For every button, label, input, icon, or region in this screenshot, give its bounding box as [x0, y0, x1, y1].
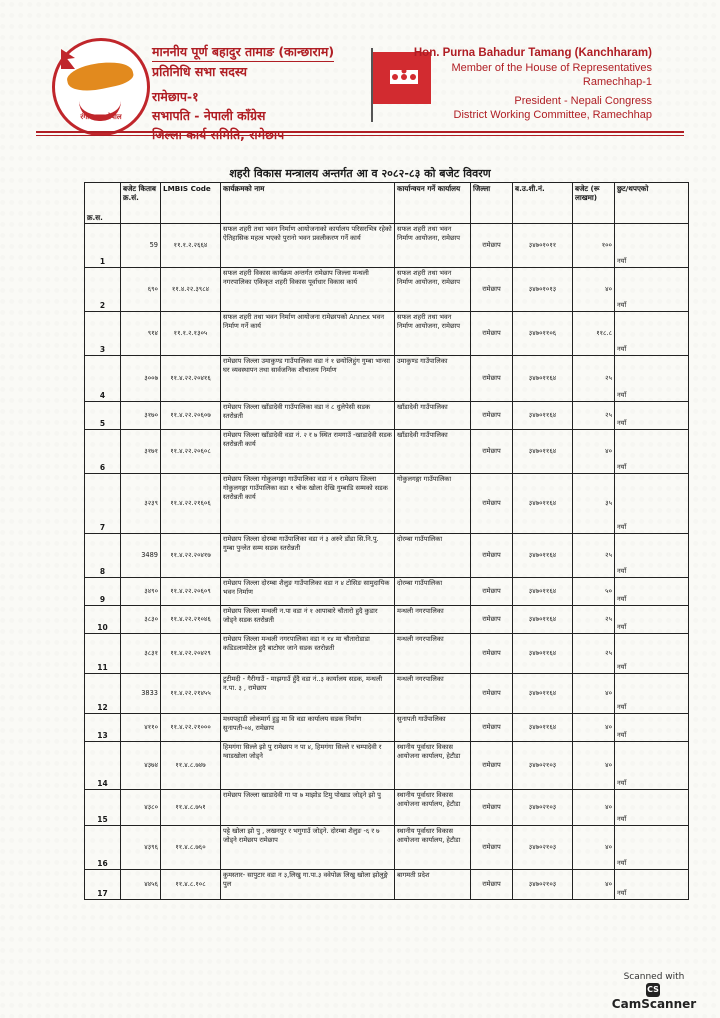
cell-district: रामेछाप	[471, 474, 513, 534]
cell-book: ९१४	[121, 312, 161, 356]
cell-name: रामेछाप जिल्ला मन्थली नगरपालिका वडा न १४ मा चौतारोडाडा कडिडलामोटेल हुदै बाटोघर जाने सडक स्तरोन्नती	[221, 634, 395, 674]
flag-icon	[61, 49, 75, 69]
letterhead-name-en: Hon. Purna Bahadur Tamang (Kanchharam)	[413, 47, 652, 59]
cell-amount: ११८.८	[573, 312, 615, 356]
table-row	[85, 430, 689, 474]
table-row	[85, 742, 689, 790]
table-row	[85, 790, 689, 826]
cell-budget-head: ३४७०२१०३	[513, 826, 573, 870]
cell-name: रामेछाप जिल्ला खाँडादेवी गाउँपालिका वडा नं ८ धुलेपेसी सडक स्तरोन्नती	[221, 402, 395, 430]
cell-code: ११.४.२२.२०४१७	[161, 534, 221, 578]
camscanner-icon: CS	[646, 983, 660, 997]
cell-amount: २५	[573, 356, 615, 402]
cell-remark: नयाँ	[615, 402, 689, 430]
scanner-brand: CamScanner	[611, 996, 697, 1011]
cell-district: रामेछाप	[471, 402, 513, 430]
table-header-row	[85, 183, 689, 224]
letterhead-name: माननीय पूर्ण बहादुर तामाङ (कान्छाराम)	[152, 42, 334, 62]
header-cell: छुट/थपएको	[615, 183, 689, 224]
cell-code: ११.४.२२.२०६०७	[161, 402, 221, 430]
cell-sn: 12	[85, 674, 121, 714]
cell-remark: नयाँ	[615, 224, 689, 268]
cell-code: ११.४.२२.२०४२९	[161, 634, 221, 674]
cell-district: रामेछाप	[471, 870, 513, 900]
cell-amount: ४०	[573, 674, 615, 714]
cell-budget-head: ३४७०१०११	[513, 224, 573, 268]
cell-name: रामेछाप जिल्ला खाँडादेवी वडा नं. २ र ७ स्थित रामगाउँ -खाडादेवी सडक स्तरोन्नती कार्य	[221, 430, 395, 474]
cell-code: ११.४.२२.२०६०८	[161, 430, 221, 474]
cell-office: सफल शहरी तथा भवन निर्माण आयोजना, रामेछाप	[395, 312, 471, 356]
cell-book: 59	[121, 224, 161, 268]
table-row	[85, 268, 689, 312]
cell-amount: ४०	[573, 742, 615, 790]
cell-sn: 7	[85, 474, 121, 534]
cell-remark: नयाँ	[615, 578, 689, 606]
table-row	[85, 578, 689, 606]
cell-district: रामेछाप	[471, 578, 513, 606]
cell-code: ११.४.२२.२१६०६	[161, 474, 221, 534]
cell-code: ११.४.२२.२१४५५	[161, 674, 221, 714]
cell-book: 3833	[121, 674, 161, 714]
letterhead-divider	[36, 131, 684, 133]
cell-sn: 16	[85, 826, 121, 870]
letterhead-constituency: रामेछाप-१	[152, 89, 199, 104]
cell-code: ११.४.८.१०८	[161, 870, 221, 900]
cell-book: ३००७	[121, 356, 161, 402]
cell-sn: 4	[85, 356, 121, 402]
cell-sn: 17	[85, 870, 121, 900]
cell-budget-head: ३४७०११६४	[513, 606, 573, 634]
cell-book: 3489	[121, 534, 161, 578]
table-body	[85, 224, 689, 900]
cell-amount: ५०	[573, 578, 615, 606]
cell-sn: 1	[85, 224, 121, 268]
cell-remark: नयाँ	[615, 714, 689, 742]
cell-name: मध्यपहाडी लोकमार्ग हुडु मा वि वडा कार्यालय सडक निर्माण सुनापती-०४, रामेछाप	[221, 714, 395, 742]
cell-remark: नयाँ	[615, 790, 689, 826]
cell-budget-head: ३४७०११६४	[513, 474, 573, 534]
cell-book: ३१७१	[121, 430, 161, 474]
cell-name: टुटीमदी - गैरीगाउँ - माझगाउँ हुँदै वडा नं..३ कार्यालय सडक, मन्थली न.पा. ३ , रामेछाप	[221, 674, 395, 714]
cell-book: ३८३१	[121, 634, 161, 674]
cell-book: ६९०	[121, 268, 161, 312]
cell-code: ११.४.८.७४७	[161, 742, 221, 790]
cell-office: सफल शहरी तथा भवन निर्माण आयोजना, रामेछाप	[395, 268, 471, 312]
letterhead-divider-thin	[36, 135, 684, 136]
cell-budget-head: ३४७०२१०३	[513, 790, 573, 826]
header-cell: जिल्ला	[471, 183, 513, 224]
cell-district: रामेछाप	[471, 826, 513, 870]
header-cell: कार्यक्रमको नाम	[221, 183, 395, 224]
cell-book: ३८३०	[121, 606, 161, 634]
cell-book: ३१७०	[121, 402, 161, 430]
cell-name: सफल शहरी तथा भवन निर्माण आयोजना रामेछापको Annex भवन निर्माण गर्ने कार्य	[221, 312, 395, 356]
cell-name: रामेछाप जिल्ला खाडादेवी गा पा ७ माझोड टिमु पोखाड जोड्ने झो पु	[221, 790, 395, 826]
cell-remark: नयाँ	[615, 430, 689, 474]
cell-amount: ४०	[573, 714, 615, 742]
cell-budget-head: ३४७०१०१३	[513, 268, 573, 312]
cell-book: ४३७४	[121, 742, 161, 790]
table-row	[85, 312, 689, 356]
cell-district: रामेछाप	[471, 534, 513, 578]
cell-amount: ४०	[573, 790, 615, 826]
cell-office: बागमती प्रदेश	[395, 870, 471, 900]
cell-office: स्थानीय पूर्वाधार विकास आयोजना कार्यालय, हेटौडा	[395, 742, 471, 790]
cell-name: कुमस्तार- सापुटार वडा न ३,लिखु गा.पा.३ ववेपोक्र लिखु खोला झोलुङ्गे पुल	[221, 870, 395, 900]
cell-amount: ४०	[573, 826, 615, 870]
cell-budget-head: ३४७०२१०३	[513, 742, 573, 790]
cell-office: स्थानीय पूर्वाधार विकास आयोजना कार्यालय, हेटौडा	[395, 826, 471, 870]
cell-district: रामेछाप	[471, 634, 513, 674]
cell-office: खाँडादेवी गाउँपालिका	[395, 402, 471, 430]
letterhead-nepali	[152, 42, 362, 144]
cell-amount: २५	[573, 402, 615, 430]
cell-budget-head: ३४७०११६४	[513, 674, 573, 714]
letterhead-party-role-en: President - Nepali Congress	[514, 94, 652, 107]
document-title: शहरी विकास मन्त्रालय अन्तर्गत आ व २०८२-८३ को बजेट विवरण	[229, 167, 491, 180]
cell-remark: नयाँ	[615, 356, 689, 402]
header-cell: बजेट किताब क्र.सं.	[121, 183, 161, 224]
cell-name: रामेछाप जिल्ला दोरम्बा शैलुङ गाउँपालिका वडा न ४ टोसिङ सामुदायिक भवन निर्माण	[221, 578, 395, 606]
letterhead-role: प्रतिनिधि सभा सदस्य	[152, 64, 247, 79]
cell-name: सफल शहरी तथा भवन निर्माण आयोजनाको कार्यालय परिसरभित्र रहेको ऐतिहासिक महत्व भएको पुरानो भवन प्रवलीकरण गर्ने कार्य	[221, 224, 395, 268]
table-row	[85, 534, 689, 578]
cell-amount: २५	[573, 606, 615, 634]
cell-sn: 3	[85, 312, 121, 356]
cell-name: रामेछाप जिल्ला गोकुलगङ्गा गाउँपालिका वडा नं १ रामेछाप जिल्ला गोकुलगङ्गा गाउँपालिका वडा १ चोक खोला देखि गुम्बाडि सम्मको सडक स्तरोन्नती कार्य	[221, 474, 395, 534]
cell-district: रामेछाप	[471, 224, 513, 268]
cell-office: मन्थली नगरपालिका	[395, 634, 471, 674]
table-row	[85, 356, 689, 402]
table-row	[85, 674, 689, 714]
cell-remark: नयाँ	[615, 606, 689, 634]
cell-name: रामेछाप जिल्ला उमाकुण्ड गाउँपालिका वडा नं १ छयोलिहुंग गुम्बा भान्सा घर व्यवस्थापन तथा सार्वजनिक शौचालय निर्माण	[221, 356, 395, 402]
header-cell: LMBIS Code	[161, 183, 221, 224]
cell-code: ११.१.२.१३०५	[161, 312, 221, 356]
header-cell: कार्यान्वयन गर्ने कार्यालय	[395, 183, 471, 224]
cell-book: ३४९०	[121, 578, 161, 606]
scanner-caption: Scanned with	[623, 972, 685, 982]
cell-district: रामेछाप	[471, 742, 513, 790]
cell-code: ११.४.२२.२०४१६	[161, 356, 221, 402]
cell-district: रामेछाप	[471, 356, 513, 402]
cell-book: ४११०	[121, 714, 161, 742]
party-logo	[52, 38, 150, 136]
letterhead-role-en: Member of the House of Representatives	[451, 61, 652, 74]
letterhead-constituency-en: Ramechhap-1	[582, 76, 652, 88]
cell-code: ११.४.२२.३९८४	[161, 268, 221, 312]
cell-office: दोरम्बा गाउँपालिका	[395, 578, 471, 606]
cell-budget-head: ३४७०११०६	[513, 312, 573, 356]
cell-name: पट्टे खोला झो पु , लखनपुर र भगुगाउँ जोड्ने. दोरम्बा शैलुङ -६ र ७ जोड्ने रामेछाप रामेछाप	[221, 826, 395, 870]
cell-remark: नयाँ	[615, 826, 689, 870]
cell-code: ११.१.२.२६६४	[161, 224, 221, 268]
table-row	[85, 634, 689, 674]
table-row	[85, 402, 689, 430]
table-row	[85, 870, 689, 900]
cell-amount: ३५	[573, 474, 615, 534]
cell-remark: नयाँ	[615, 870, 689, 900]
cell-sn: 8	[85, 534, 121, 578]
cell-office: उमाकुण्ड गाउँपालिका	[395, 356, 471, 402]
cell-code: ११.४.८.७६०	[161, 826, 221, 870]
nepal-map-icon	[65, 56, 135, 95]
table-row	[85, 224, 689, 268]
cell-sn: 11	[85, 634, 121, 674]
cell-remark: नयाँ	[615, 674, 689, 714]
cell-amount: २५	[573, 634, 615, 674]
cell-budget-head: ३४७०११६४	[513, 634, 573, 674]
cell-sn: 14	[85, 742, 121, 790]
cell-book: ४३९६	[121, 826, 161, 870]
cell-sn: 5	[85, 402, 121, 430]
cell-budget-head: ३४७०११६४	[513, 578, 573, 606]
cell-code: ११.४.२२.२०६०९	[161, 578, 221, 606]
cell-office: सफल शहरी तथा भवन निर्माण आयोजना, रामेछाप	[395, 224, 471, 268]
cell-remark: नयाँ	[615, 534, 689, 578]
table-row	[85, 826, 689, 870]
scanner-watermark	[606, 972, 702, 1011]
cell-amount: २५	[573, 534, 615, 578]
cell-name: हिमगंगा सिल्ले झो पु रामेछाप न पा ४, हिमगंगा सिल्ले र चम्पादेवी र ग्वाडखोला जोड्ने	[221, 742, 395, 790]
cell-budget-head: ३४७०११६४	[513, 430, 573, 474]
cell-office: मन्थली नगरपालिका	[395, 606, 471, 634]
cell-sn: 6	[85, 430, 121, 474]
table-row	[85, 606, 689, 634]
cell-name: रामेछाप जिल्ला दोरम्बा गाउँपालिका वडा नं ३ अरुरे डाँडा सि.नि.पु. गुम्बा पुन्लेत सम्म सडक स्तरोन्नती	[221, 534, 395, 578]
cell-budget-head: ३४७०११६४	[513, 534, 573, 578]
cell-budget-head: ३४७०११६४	[513, 714, 573, 742]
logo-text: रंगीन सङ्घ,नेपाल	[80, 113, 122, 121]
cell-district: रामेछाप	[471, 268, 513, 312]
cell-office: खाँडादेवी गाउँपालिका	[395, 430, 471, 474]
cell-amount: १००	[573, 224, 615, 268]
cell-remark: नयाँ	[615, 742, 689, 790]
budget-table	[84, 182, 689, 900]
cell-district: रामेछाप	[471, 430, 513, 474]
cell-budget-head: ३४७०२१०३	[513, 870, 573, 900]
cell-sn: 10	[85, 606, 121, 634]
letterhead-english	[412, 46, 652, 123]
table-row	[85, 714, 689, 742]
cell-budget-head: ३४७०११६४	[513, 402, 573, 430]
cell-code: ११.४.२२.२१०००	[161, 714, 221, 742]
cell-amount: ४०	[573, 870, 615, 900]
cell-name: रामेछाप जिल्ला मन्थली न.पा वडा नं १ आपाबारे चौतारो हुदै कुडार जोड्ने सडक स्तरोन्नती	[221, 606, 395, 634]
cell-name: सफल शहरी विकास कार्यक्रम अन्तर्गत रामेछाप जिल्ला मन्थली नगरपालिका एकिकृत शहरी विकास पूर्वाधार विकास कार्य	[221, 268, 395, 312]
cell-budget-head: ३४७०११६४	[513, 356, 573, 402]
cell-sn: 13	[85, 714, 121, 742]
cell-amount: ४०	[573, 268, 615, 312]
cell-office: मन्थली नगरपालिका	[395, 674, 471, 714]
cell-office: स्थानीय पूर्वाधार विकास आयोजना कार्यालय, हेटौडा	[395, 790, 471, 826]
cell-code: ११.४.८.७५१	[161, 790, 221, 826]
cell-remark: नयाँ	[615, 312, 689, 356]
cell-book: ३२३९	[121, 474, 161, 534]
table-row	[85, 474, 689, 534]
cell-district: रामेछाप	[471, 312, 513, 356]
cell-amount: ४०	[573, 430, 615, 474]
cell-book: ४४५६	[121, 870, 161, 900]
cell-office: दोरम्बा गाउँपालिका	[395, 534, 471, 578]
cell-district: रामेछाप	[471, 714, 513, 742]
letterhead-party-role: सभापति - नेपाली काँग्रेस	[152, 108, 266, 123]
cell-sn: 15	[85, 790, 121, 826]
cell-remark: नयाँ	[615, 268, 689, 312]
cell-remark: नयाँ	[615, 474, 689, 534]
header-cell: बजेट (रू लाखमा)	[573, 183, 615, 224]
cell-district: रामेछाप	[471, 606, 513, 634]
cell-office: सुनापती गाउँपालिका	[395, 714, 471, 742]
cell-office: गोकुलगङ्गा गाउँपालिका	[395, 474, 471, 534]
header-cell: ब.उ.शी.नं.	[513, 183, 573, 224]
cell-district: रामेछाप	[471, 674, 513, 714]
cell-code: ११.४.२२.२१०४६	[161, 606, 221, 634]
letterhead-committee-en: District Working Committee, Ramechhap	[453, 109, 652, 121]
cell-remark: नयाँ	[615, 634, 689, 674]
cell-district: रामेछाप	[471, 790, 513, 826]
header-cell: क्र.स.	[85, 183, 121, 224]
cell-book: ४३८०	[121, 790, 161, 826]
cell-sn: 2	[85, 268, 121, 312]
cell-sn: 9	[85, 578, 121, 606]
